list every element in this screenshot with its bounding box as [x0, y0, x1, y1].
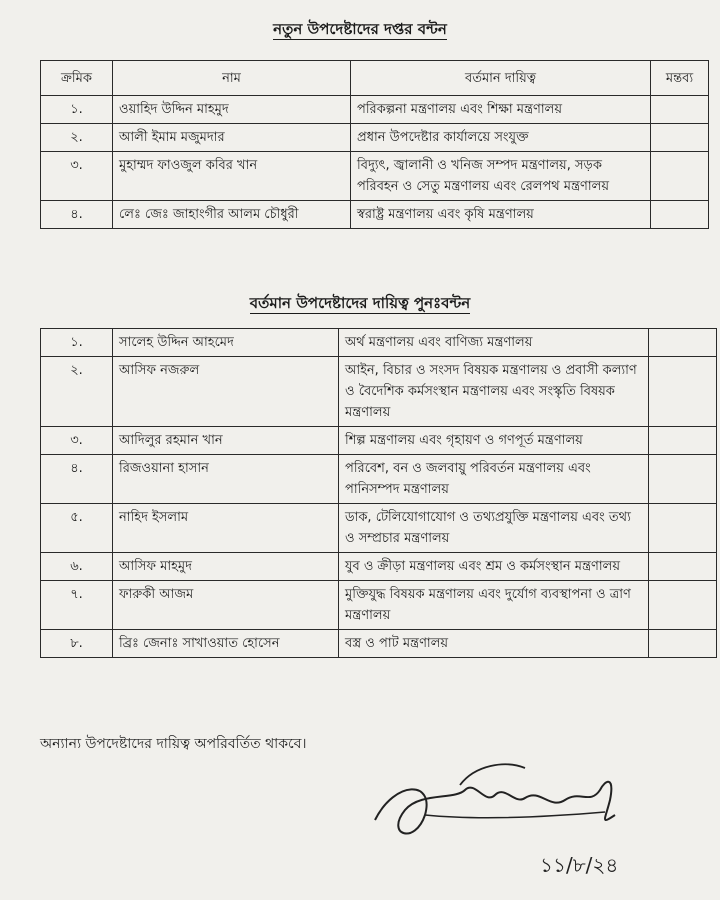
- table-row: [41, 152, 709, 201]
- name-cell: আসিফ নজরুল: [113, 357, 339, 427]
- remarks-cell: [649, 630, 717, 658]
- table-row: [41, 581, 717, 630]
- table-row: [41, 124, 709, 152]
- new-allocation-table: [40, 60, 709, 229]
- table-header-row: [41, 61, 709, 96]
- serial-cell: ৮.: [41, 630, 113, 658]
- serial-cell: ৫.: [41, 504, 113, 553]
- remarks-header: মন্তব্য: [651, 61, 709, 96]
- table-row: [41, 630, 717, 658]
- duty-cell: পরিবেশ, বন ও জলবায়ু পরিবর্তন মন্ত্রণালয় এবং পানিসম্পদ মন্ত্রণালয়: [339, 455, 649, 504]
- remarks-cell: [649, 357, 717, 427]
- duty-cell: আইন, বিচার ও সংসদ বিষয়ক মন্ত্রণালয় ও প্রবাসী কল্যাণ ও বৈদেশিক কর্মসংস্থান মন্ত্রণালয় এবং সংস্কৃতি বিষয়ক মন্ত্রণালয়: [339, 357, 649, 427]
- table-row: [41, 455, 717, 504]
- serial-cell: ১.: [41, 96, 113, 124]
- duty-cell: পরিকল্পনা মন্ত্রণালয় এবং শিক্ষা মন্ত্রণালয়: [351, 96, 651, 124]
- reallocation-table: [40, 328, 717, 658]
- serial-cell: ৩.: [41, 152, 113, 201]
- serial-cell: ৪.: [41, 201, 113, 229]
- name-cell: মুহাম্মদ ফাওজুল কবির খান: [113, 152, 351, 201]
- name-cell: ব্রিঃ জেনাঃ সাখাওয়াত হোসেন: [113, 630, 339, 658]
- duty-cell: মুক্তিযুদ্ধ বিষয়ক মন্ত্রণালয় এবং দুর্যোগ ব্যবস্থাপনা ও ত্রাণ মন্ত্রণালয়: [339, 581, 649, 630]
- name-cell: আদিলুর রহমান খান: [113, 427, 339, 455]
- remarks-cell: [649, 504, 717, 553]
- remarks-cell: [649, 427, 717, 455]
- duty-header: বর্তমান দায়িত্ব: [351, 61, 651, 96]
- remarks-cell: [651, 201, 709, 229]
- name-cell: রিজওয়ানা হাসান: [113, 455, 339, 504]
- name-cell: ওয়াহিদ উদ্দিন মাহমুদ: [113, 96, 351, 124]
- duty-cell: স্বরাষ্ট্র মন্ত্রণালয় এবং কৃষি মন্ত্রণালয়: [351, 201, 651, 229]
- reallocation-title: বর্তমান উপদেষ্টাদের দায়িত্ব পুনঃবন্টন: [249, 294, 471, 312]
- name-cell: ফারুকী আজম: [113, 581, 339, 630]
- serial-header: ক্রমিক: [41, 61, 113, 96]
- table-row: [41, 504, 717, 553]
- table-row: [41, 329, 717, 357]
- remarks-cell: [651, 152, 709, 201]
- remarks-cell: [651, 124, 709, 152]
- duty-cell: যুব ও ক্রীড়া মন্ত্রণালয় এবং শ্রম ও কর্মসংস্থান মন্ত্রণালয়: [339, 553, 649, 581]
- serial-cell: ২.: [41, 124, 113, 152]
- name-cell: সালেহ উদ্দিন আহমেদ: [113, 329, 339, 357]
- duty-cell: ডাক, টেলিযোগাযোগ ও তথ্যপ্রযুক্তি মন্ত্রণালয় এবং তথ্য ও সম্প্রচার মন্ত্রণালয়: [339, 504, 649, 553]
- remarks-cell: [651, 96, 709, 124]
- serial-cell: ৬.: [41, 553, 113, 581]
- serial-cell: ৭.: [41, 581, 113, 630]
- name-cell: নাহিদ ইসলাম: [113, 504, 339, 553]
- duty-cell: বস্ত্র ও পাট মন্ত্রণালয়: [339, 630, 649, 658]
- table-row: [41, 553, 717, 581]
- table-row: [41, 96, 709, 124]
- duty-cell: শিল্প মন্ত্রণালয় এবং গৃহায়ণ ও গণপূর্ত মন্ত্রণালয়: [339, 427, 649, 455]
- serial-cell: ১.: [41, 329, 113, 357]
- serial-cell: ৩.: [41, 427, 113, 455]
- name-cell: লেঃ জেঃ জাহাংগীর আলম চৌধুরী: [113, 201, 351, 229]
- duty-cell: বিদ্যুৎ, জ্বালানী ও খনিজ সম্পদ মন্ত্রণালয়, সড়ক পরিবহন ও সেতু মন্ত্রণালয় এবং রেলপথ মন্ত্রণালয়: [351, 152, 651, 201]
- new-allocation-title: নতুন উপদেষ্টাদের দপ্তর বন্টন: [273, 20, 447, 38]
- name-header: নাম: [113, 61, 351, 96]
- name-cell: আসিফ মাহমুদ: [113, 553, 339, 581]
- remarks-cell: [649, 329, 717, 357]
- signature: [365, 760, 705, 890]
- serial-cell: ৪.: [41, 455, 113, 504]
- table-row: [41, 427, 717, 455]
- remarks-cell: [649, 581, 717, 630]
- signature-date: ১১/৮/২৪: [540, 853, 619, 877]
- duty-cell: প্রধান উপদেষ্টার কার্যালয়ে সংযুক্ত: [351, 124, 651, 152]
- table-row: [41, 201, 709, 229]
- footer-note: অন্যান্য উপদেষ্টাদের দায়িত্ব অপরিবর্তিত থাকবে।: [40, 736, 307, 752]
- remarks-cell: [649, 553, 717, 581]
- table-row: [41, 357, 717, 427]
- serial-cell: ২.: [41, 357, 113, 427]
- remarks-cell: [649, 455, 717, 504]
- duty-cell: অর্থ মন্ত্রণালয় এবং বাণিজ্য মন্ত্রণালয়: [339, 329, 649, 357]
- name-cell: আলী ইমাম মজুমদার: [113, 124, 351, 152]
